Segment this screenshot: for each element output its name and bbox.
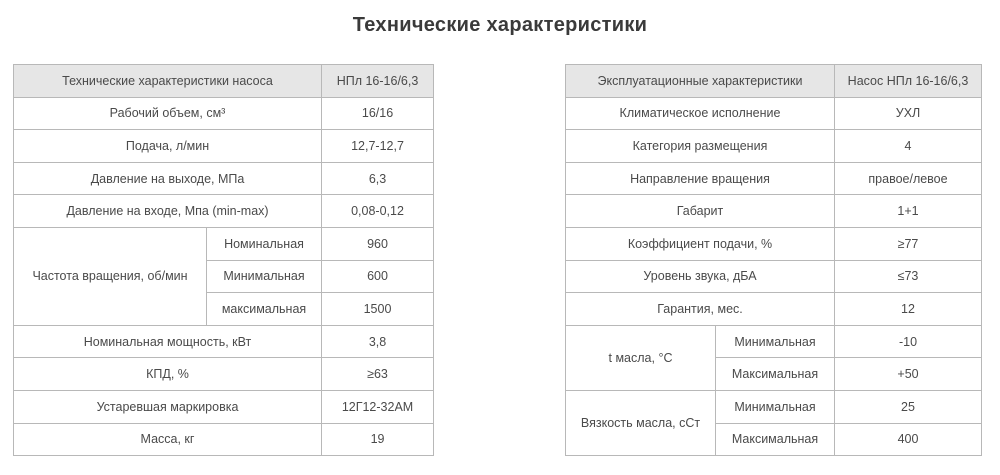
- row-value: 19: [322, 423, 434, 456]
- row-label: Масса, кг: [14, 423, 322, 456]
- table-row: [14, 227, 434, 260]
- subrow-label: Максимальная: [716, 423, 835, 456]
- page-title: Технические характеристики: [352, 14, 648, 36]
- table-row: [566, 325, 982, 358]
- row-value: 1500: [322, 293, 434, 326]
- table-row: [14, 195, 434, 228]
- group-label: Вязкость масла, сСт: [566, 390, 716, 455]
- table-row: [14, 97, 434, 130]
- table-row: [14, 162, 434, 195]
- subrow-label: Минимальная: [716, 390, 835, 423]
- header-cell: Технические характеристики насоса: [14, 65, 322, 98]
- row-value: +50: [835, 358, 982, 391]
- header-cell: Эксплуатационные характеристики: [566, 65, 835, 98]
- subrow-label: Максимальная: [716, 358, 835, 391]
- table-header-row: [566, 65, 982, 98]
- row-value: -10: [835, 325, 982, 358]
- group-label: t масла, °C: [566, 325, 716, 390]
- row-value: 12,7-12,7: [322, 130, 434, 163]
- table-row: [566, 260, 982, 293]
- row-value: ≥77: [835, 227, 982, 260]
- row-value: 6,3: [322, 162, 434, 195]
- row-value: ≤73: [835, 260, 982, 293]
- table-row: [566, 195, 982, 228]
- table-row: [566, 130, 982, 163]
- row-value: ≥63: [322, 358, 434, 391]
- row-value: 400: [835, 423, 982, 456]
- row-label: Коэффициент подачи, %: [566, 227, 835, 260]
- subrow-label: Номинальная: [207, 227, 322, 260]
- row-label: КПД, %: [14, 358, 322, 391]
- row-label: Рабочий объем, см³: [14, 97, 322, 130]
- row-value: правое/левое: [835, 162, 982, 195]
- table-header-row: [14, 65, 434, 98]
- row-value: 25: [835, 390, 982, 423]
- row-label: Направление вращения: [566, 162, 835, 195]
- row-label: Давление на выходе, МПа: [14, 162, 322, 195]
- row-value: 4: [835, 130, 982, 163]
- table-row: [566, 97, 982, 130]
- row-label: Уровень звука, дБА: [566, 260, 835, 293]
- table-row: [566, 162, 982, 195]
- table-row: [14, 358, 434, 391]
- table-row: [566, 293, 982, 326]
- group-label: Частота вращения, об/мин: [14, 227, 207, 325]
- row-value: 0,08-0,12: [322, 195, 434, 228]
- table-row: [14, 130, 434, 163]
- row-value: 12Г12-32АМ: [322, 390, 434, 423]
- row-value: 960: [322, 227, 434, 260]
- row-value: 1+1: [835, 195, 982, 228]
- row-label: Номинальная мощность, кВт: [14, 325, 322, 358]
- pump-specs-table: [13, 64, 434, 456]
- header-cell: Насос НПл 16-16/6,3: [835, 65, 982, 98]
- table-row: [14, 423, 434, 456]
- row-label: Устаревшая маркировка: [14, 390, 322, 423]
- row-value: 3,8: [322, 325, 434, 358]
- table-row: [566, 227, 982, 260]
- subrow-label: Минимальная: [207, 260, 322, 293]
- operating-specs-table: [565, 64, 982, 456]
- row-value: 600: [322, 260, 434, 293]
- row-label: Габарит: [566, 195, 835, 228]
- row-value: 16/16: [322, 97, 434, 130]
- table-row: [566, 390, 982, 423]
- row-label: Гарантия, мес.: [566, 293, 835, 326]
- row-value: УХЛ: [835, 97, 982, 130]
- row-label: Подача, л/мин: [14, 130, 322, 163]
- row-label: Категория размещения: [566, 130, 835, 163]
- row-value: 12: [835, 293, 982, 326]
- subrow-label: максимальная: [207, 293, 322, 326]
- table-row: [14, 390, 434, 423]
- table-row: [14, 325, 434, 358]
- header-cell: НПл 16-16/6,3: [322, 65, 434, 98]
- subrow-label: Минимальная: [716, 325, 835, 358]
- row-label: Давление на входе, Мпа (min-max): [14, 195, 322, 228]
- row-label: Климатическое исполнение: [566, 97, 835, 130]
